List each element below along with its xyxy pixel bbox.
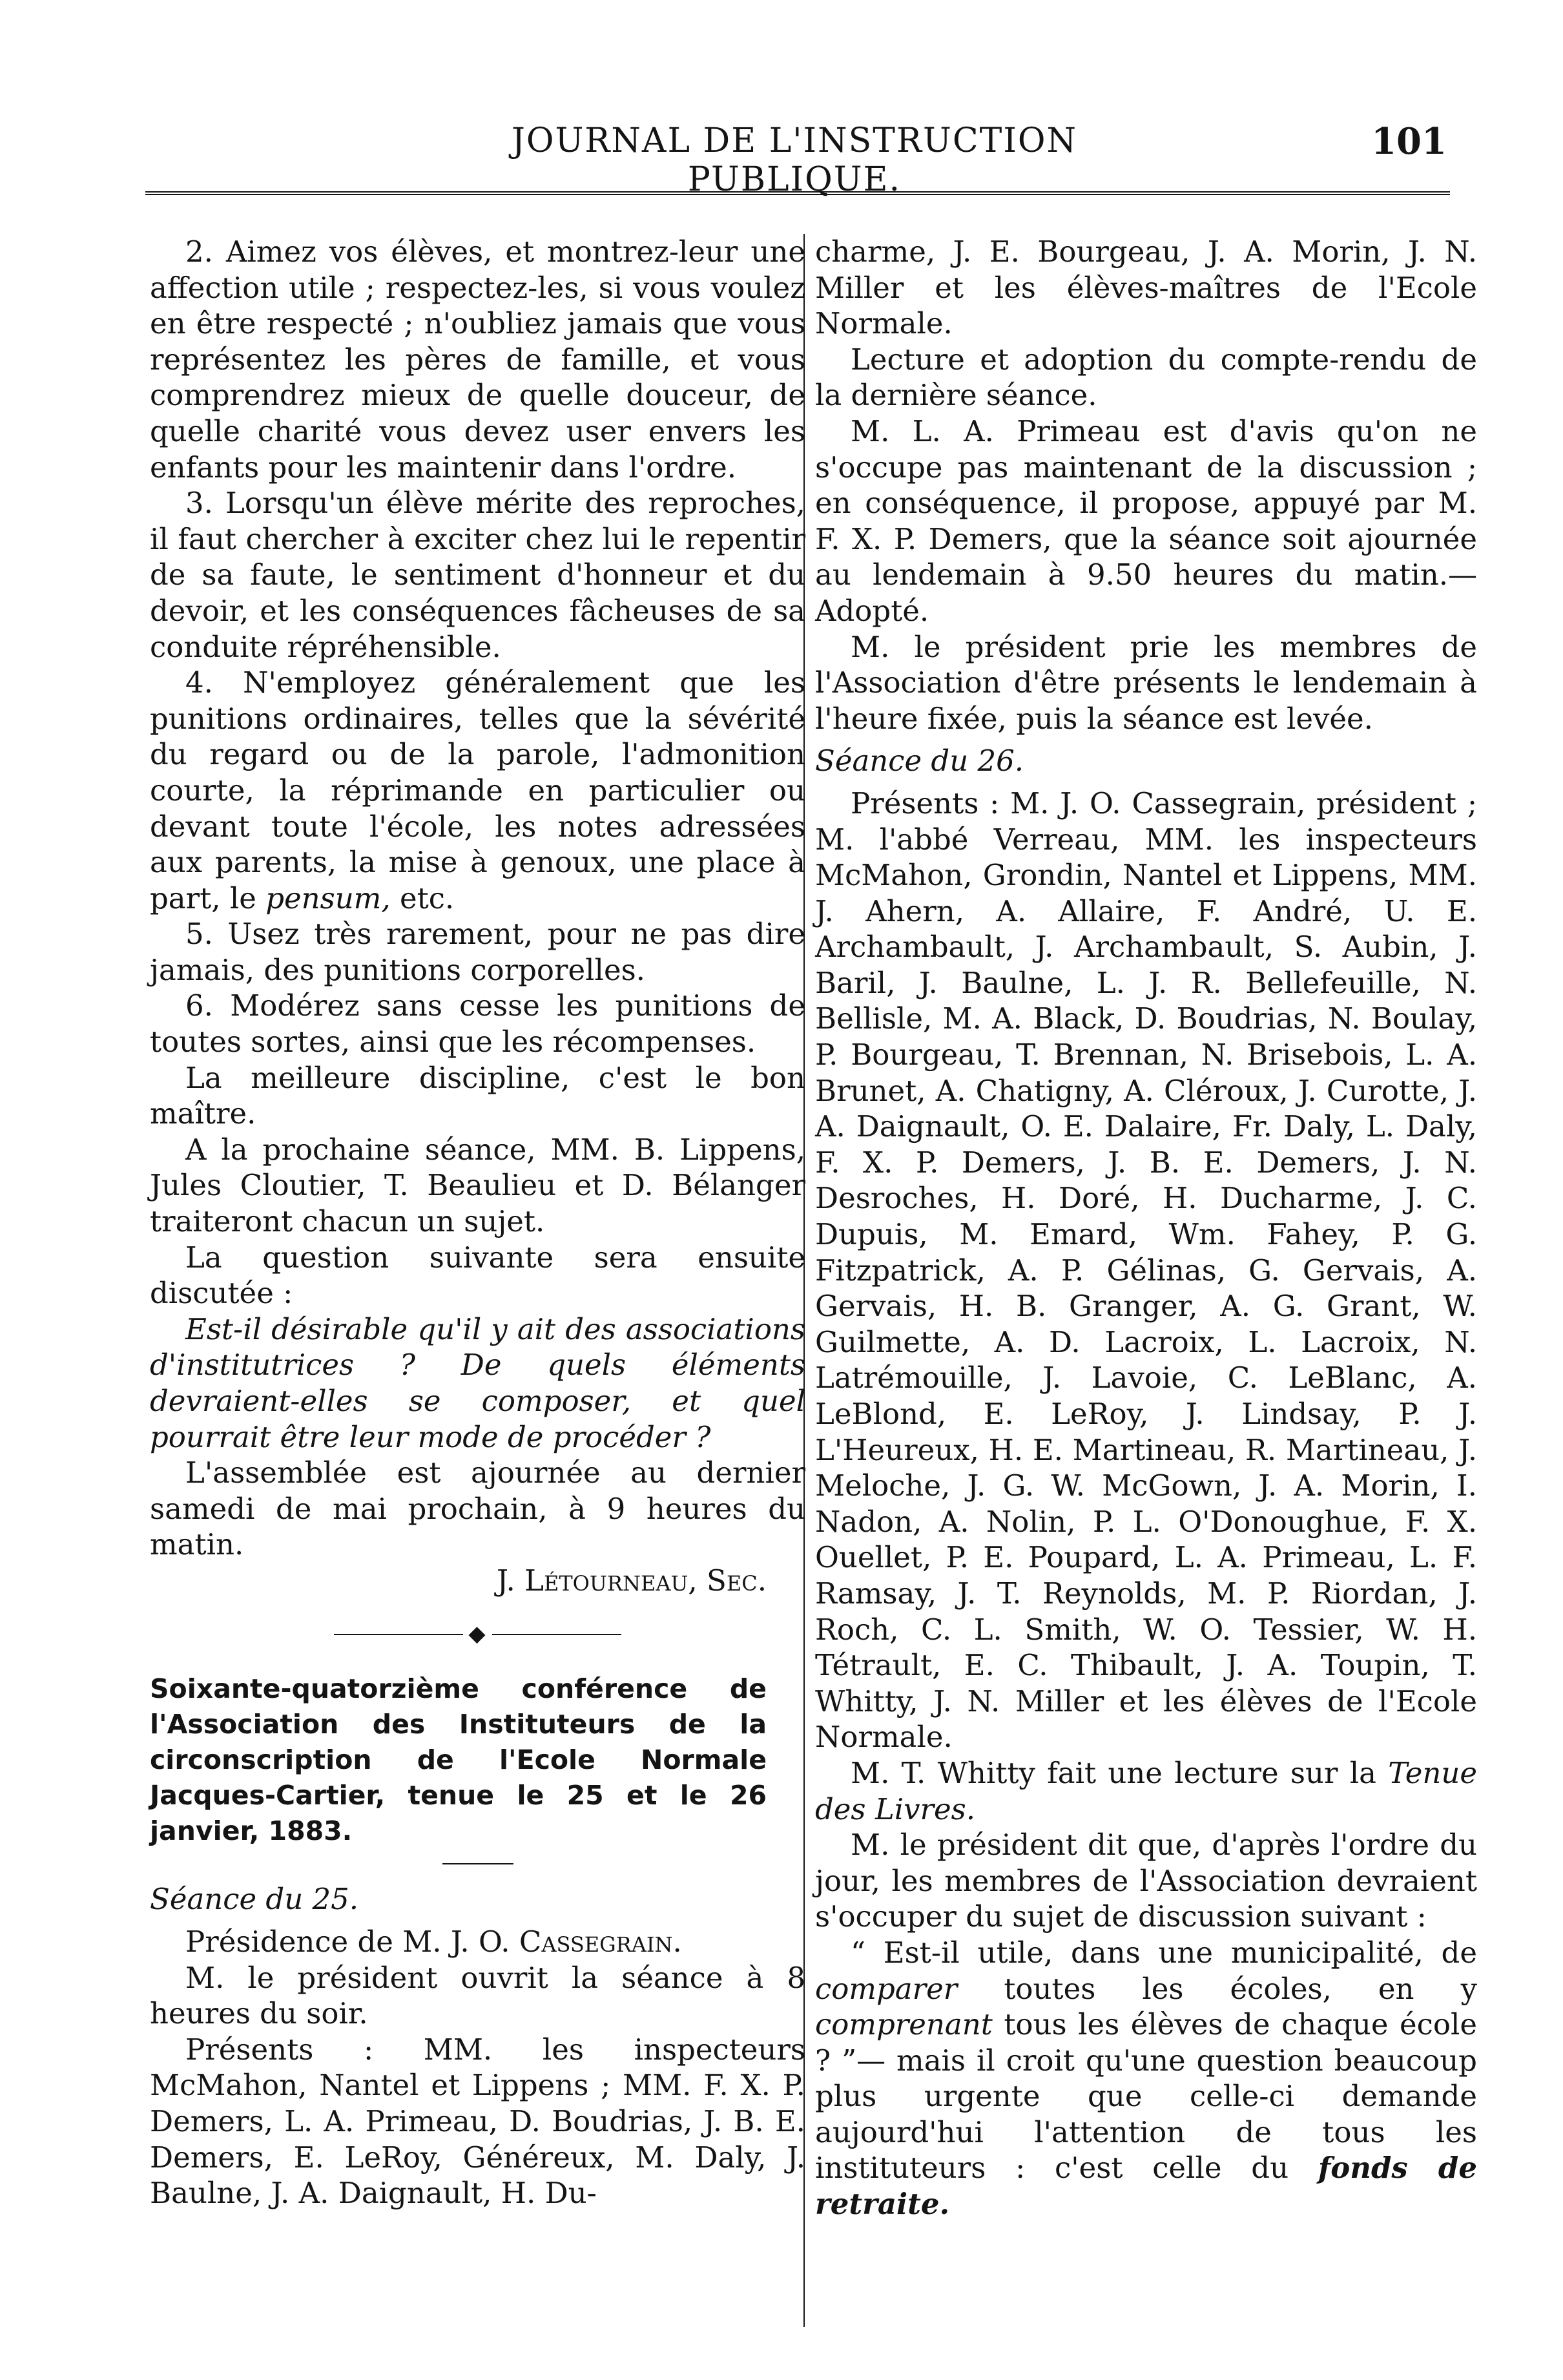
paragraph-present-26: Présents : M. J. O. Cassegrain, président ; M. l'abbé Verreau, MM. les inspecteurs McMahon, Grondin, Nantel et Lippens, MM. J. Ahern, A. Allaire, F. André, U. E. Archambault, J. Archambault, S. Aubin, J. Baril, J. Baulne, L. J. R. Bellefeuille, N. Bellisle, M. A. Black, D. Boudrias, N. Boulay, P. Bourgeau, T. Brennan, N. Brisebois, L. A. Brunet, A. Chatigny, A. Cléroux, J. Curotte, J. A. Daignault, O. E. Dalaire, Fr. Daly, L. Daly, F. X. P. Demers, J. B. E. Demers, J. N. Desroches, H. Doré, H. Ducharme, J. C. Dupuis, M. Emard, Wm. Fahey, P. G. Fitzpatrick, A. P. Gélinas, G. Gervais, A. Gervais, H. B. Granger, A. G. Grant, W. Guilmette, A. D. Lacroix, L. Lacroix, N. Latrémouille, J. Lavoie, C. LeBlanc, A. LeBlond, E. LeRoy, J. Lindsay, P. J. L'Heureux, H. E. Martineau, R. Martineau, J. Meloche, J. G. W. McGown, J. A. Morin, I. Nadon, A. Nolin, P. L. O'Donoughue, F. X. Ouellet, P. E. Poupard, L. A. Primeau, L. F. Ramsay, J. T. Reynolds, M. P. Riordan, J. Roch, C. L. Smith, W. O. Tessier, W. H. Tétrault, E. C. Thibault, J. A. Toupin, T. Whitty, J. N. Miller et les élèves de l'Ecole Normale. [815,786,1477,1755]
left-column [150,234,805,2211]
column-divider [803,234,805,2327]
quote-fonds-retraite: fonds de retraite. [815,2151,1477,2222]
paragraph-opening: M. le président ouvrit la séance à 8 heures du soir. [150,1960,805,2031]
right-column [815,234,1477,2222]
paragraph-closing: M. le président prie les membres de l'Association d'être présents le lendemain à l'heure fixée, puis la séance est levée. [815,629,1477,736]
paragraph-whitty-lecture [815,1755,1477,1827]
paragraph-question-intro: La question suivante sera ensuite discutée : [150,1240,805,1311]
running-header-title: JOURNAL DE L'INSTRUCTION PUBLIQUE. [511,121,1078,199]
paragraph-question-quote [815,1935,1477,2222]
paragraph-next-meeting: A la prochaine séance, MM. B. Lippens, Jules Cloutier, T. Beaulieu et D. Bélanger traiteront chacun un sujet. [150,1132,805,1239]
paragraph-adjournment: L'assemblée est ajournée au dernier samedi de mai prochain, à 9 heures du matin. [150,1456,805,1562]
paragraph-rule-5: 5. Usez très rarement, pour ne pas dire jamais, des punitions corporelles. [150,917,805,987]
presidence-name: Cassegrain. [519,1924,682,1959]
paragraph-rule-6: 6. Modérez sans cesse les punitions de toutes sortes, ainsi que les récompenses. [150,988,805,1060]
paragraph-order-of-day: M. le président dit que, d'après l'ordre du jour, les membres de l'Association devraient s'occuper du sujet de discussion suivant : [815,1828,1477,1934]
quote-b: toutes les écoles, en y [1004,1971,1477,2006]
paragraph-rule-3: 3. Lorsqu'un élève mérite des reproches, il faut chercher à exciter chez lui le repentir de sa faute, le sentiment d'honneur et du devoir, et les conséquences fâcheuses de sa conduite répréhensible. [150,486,805,664]
paragraph-rule-4 [150,665,805,916]
rule-4-text: 4. N'employez généralement que les punitions ordinaires, telles que la sévérité du regard ou de la parole, l'admonition courte, la réprimande en particulier ou devant toute l'école, les notes adressées aux parents, la mise à genoux, une place à part, le [150,665,805,915]
rule-4-etc: etc. [399,881,455,915]
section-ornament: ◆ [150,1616,805,1653]
secretary-signature: J. Létourneau, Sec. [496,1563,767,1598]
header-rule [145,191,1450,195]
conference-heading: Soixante-quatorzième conférence de l'Association des Instituteurs de la circonscription de l'Ecole Normale Jacques-Cartier, tenue le 25 et le 26 janvier, 1883. [150,1673,767,1847]
whitty-topic: Tenue des Livres. [815,1755,1477,1826]
seance-25-heading: Séance du 25. [150,1882,359,1917]
presidence-prefix: Présidence de M. J. O. [185,1924,510,1959]
paragraph-primeau-motion: M. L. A. Primeau est d'avis qu'on ne s'occupe pas maintenant de la discussion ; en conséquence, il propose, appuyé par M. F. X. P. Demers, que la séance soit ajournée au lendemain à 9.50 heures du matin.—Adopté. [815,413,1477,628]
rule-4-pensum: pensum, [265,881,391,915]
paragraph-present-25: Présents : MM. les inspecteurs McMahon, Nantel et Lippens ; MM. F. X. P. Demers, L. A. Primeau, D. Boudrias, J. B. E. Demers, E. LeRoy, Généreux, M. Daly, J. Baulne, J. A. Daignault, H. Du- [150,2032,805,2211]
paragraph-present-25-cont: charme, J. E. Bourgeau, J. A. Morin, J. N. Miller et les élèves-maîtres de l'Ecole Normale. [815,235,1477,341]
whitty-text: M. T. Whitty fait une lecture sur la [851,1755,1376,1790]
paragraph-rule-2: 2. Aimez vos élèves, et montrez-leur une affection utile ; respectez-les, si vous voulez en être respecté ; n'oubliez jamais que vous représentez les pères de famille, et vous comprendrez mieux de quelle douceur, de quelle charité vous devez user envers les enfants pour les maintenir dans l'ordre. [150,235,805,485]
seance-26-heading: Séance du 26. [815,744,1024,778]
paragraph-minutes: Lecture et adoption du compte-rendu de la dernière séance. [815,342,1477,413]
paragraph-presidence [150,1924,805,1960]
short-rule [442,1863,513,1864]
quote-c: tous les élèves de chaque école ? ”— mais il croit qu'une question beaucoup plus urgente que celle-ci demande aujourd'hui l'attention de tous les instituteurs : c'est celle du [815,2007,1477,2186]
discussion-question: Est-il désirable qu'il y ait des associations d'institutrices ? De quels éléments devraient-elles se composer, et quel pourrait être leur mode de procéder ? [150,1311,805,1454]
quote-comparer: comparer [815,1971,958,2006]
quote-a: “ Est-il utile, dans une municipalité, de [851,1935,1477,1970]
paragraph-discipline: La meilleure discipline, c'est le bon maître. [150,1060,805,1131]
quote-comprenant: comprenant [815,2007,993,2042]
page-number: 101 [1371,120,1447,163]
